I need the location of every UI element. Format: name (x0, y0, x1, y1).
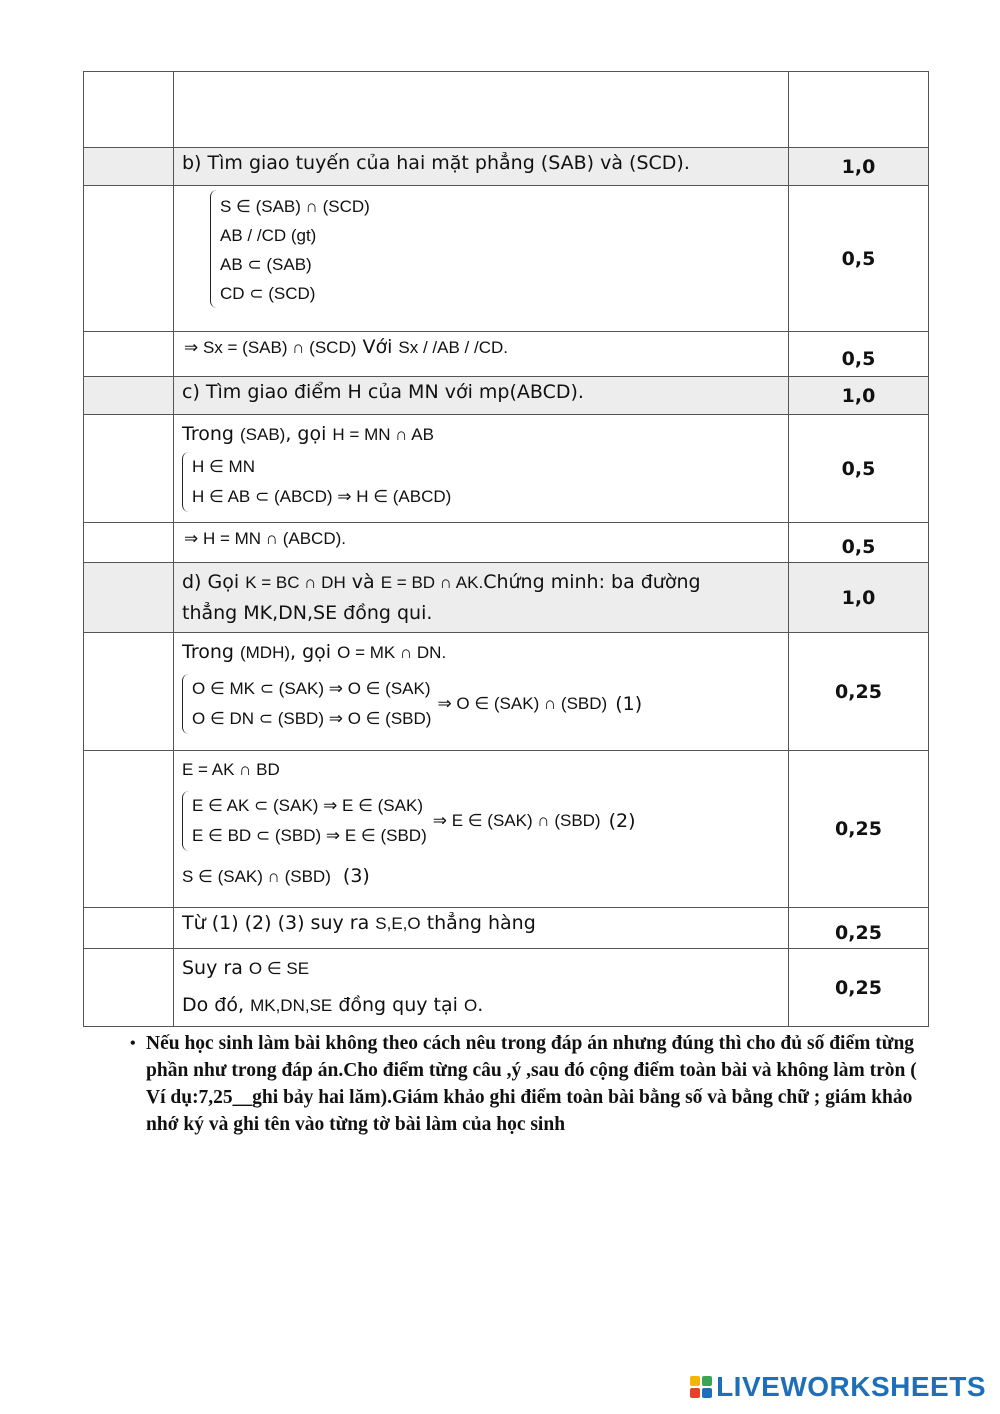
part-c-conclusion-score: 0,5 (789, 523, 929, 563)
part-b-conclusion-row (84, 332, 929, 377)
part-c-system (182, 452, 780, 512)
step4-pre: Suy ra (182, 957, 243, 979)
part-d-score: 1,0 (789, 563, 929, 633)
step1-system (182, 674, 780, 734)
liveworksheets-logo (690, 1371, 986, 1403)
logo-square (690, 1388, 700, 1398)
part-c-heading: c) Tìm giao điểm H của MN với mp(ABCD). (174, 377, 789, 415)
brace-icon (210, 190, 217, 308)
part-c-intro-word: Trong (182, 423, 234, 445)
logo-text: LIVEWORKSHEETS (716, 1371, 986, 1402)
grading-note (130, 1030, 920, 1138)
brace-icon (182, 452, 189, 512)
part-d-heading-and: và (351, 571, 375, 593)
system-line: O ∈ MK ⊂ (SAK) ⇒ O ∈ (SAK) (192, 679, 431, 698)
part-b-conclusion-score: 0,5 (789, 332, 929, 377)
step4-math: O ∈ SE (248, 959, 310, 978)
logo-square (690, 1376, 700, 1386)
bullet-icon: • (130, 1035, 136, 1052)
part-c-conclusion: ⇒ H = MN ∩ (ABCD). (184, 529, 346, 548)
part-b-system-row (84, 186, 929, 332)
part-c-conclusion-row (84, 523, 929, 563)
part-c-intro-plane: (SAB) (239, 425, 286, 444)
part-d-heading-row (84, 563, 929, 633)
part-b-score: 1,0 (789, 148, 929, 186)
step4-line2-o: O (463, 996, 478, 1015)
part-b-conclusion-word: Với (362, 336, 393, 358)
logo-square (702, 1376, 712, 1386)
part-c-score: 1,0 (789, 377, 929, 415)
step2-s: S ∈ (SAK) ∩ (SBD) (182, 867, 331, 886)
table-row (84, 72, 929, 148)
step4-line2-mid: đồng quy tại (338, 994, 458, 1016)
answer-table (83, 71, 929, 1027)
step4-score: 0,25 (789, 949, 929, 1027)
grading-note-text: Nếu học sinh làm bài không theo cách nêu trong đáp án nhưng đúng thì cho đủ số điểm từng phần như trong đáp án.Cho điểm từng câu ,ý ,sau đó cộng điểm toàn bài và không làm tròn ( Ví dụ:7,25__ghi bảy hai lăm).Giám khảo ghi điểm toàn bài bằng số và bằng chữ ; giám khảo nhớ ký và ghi tên vào từng tờ bài làm của học sinh (146, 1033, 917, 1135)
step3-score: 0,25 (789, 908, 929, 949)
system-line: S ∈ (SAB) ∩ (SCD) (220, 197, 370, 216)
part-c-intro-math: H = MN ∩ AB (332, 425, 434, 444)
part-b-heading-row (84, 148, 929, 186)
system-line: AB / /CD (gt) (220, 226, 317, 245)
system-line: H ∈ AB ⊂ (ABCD) ⇒ H ∈ (ABCD) (192, 487, 452, 506)
step1-plane: (MDH) (239, 643, 291, 662)
logo-icon (690, 1376, 712, 1398)
part-d-step1-row (84, 633, 929, 751)
part-b-system (210, 190, 780, 308)
logo-square (702, 1388, 712, 1398)
part-d-step4-row (84, 949, 929, 1027)
step4-line2-math: MK,DN,SE (250, 996, 333, 1015)
part-b-conclusion-tail: Sx / /AB / /CD. (398, 338, 508, 357)
system-line: AB ⊂ (SAB) (220, 255, 312, 274)
step3-pre: Từ (1) (2) (3) suy ra (182, 912, 370, 934)
part-d-heading-line2: thẳng MK,DN,SE đồng qui. (182, 602, 433, 624)
step3-post: thẳng hàng (426, 912, 536, 934)
step1-math: O = MK ∩ DN. (337, 643, 447, 662)
part-c-system-row (84, 415, 929, 523)
step2-tag: (2) (608, 810, 636, 832)
system-line: H ∈ MN (192, 457, 255, 476)
step2-result: ⇒ E ∈ (SAK) ∩ (SBD) (432, 811, 601, 830)
part-d-heading-e: E = BD ∩ AK. (380, 573, 484, 592)
brace-icon (182, 791, 189, 851)
part-d-heading-rest: Chứng minh: ba đường (483, 571, 701, 593)
system-line: E ∈ AK ⊂ (SAK) ⇒ E ∈ (SAK) (192, 796, 423, 815)
part-d-step3-row (84, 908, 929, 949)
step1-word: Trong (182, 641, 234, 663)
step2-s-tag: (3) (342, 865, 370, 887)
part-d-heading-k: K = BC ∩ DH (245, 573, 346, 592)
step2-score: 0,25 (789, 751, 929, 908)
part-c-heading-row (84, 377, 929, 415)
step1-score: 0,25 (789, 633, 929, 751)
step2-def: E = AK ∩ BD (182, 760, 280, 779)
part-d-step2-row (84, 751, 929, 908)
part-b-heading: b) Tìm giao tuyến của hai mặt phẳng (SAB) và (SCD). (174, 148, 789, 186)
step1-result: ⇒ O ∈ (SAK) ∩ (SBD) (437, 694, 608, 713)
part-c-intro-mid: , gọi (285, 423, 327, 445)
part-d-heading-pre: d) Gọi (182, 571, 240, 593)
step2-system (182, 791, 780, 851)
part-c-system-score: 0,5 (789, 415, 929, 523)
step1-tag: (1) (615, 693, 643, 715)
part-b-system-score: 0,5 (789, 186, 929, 332)
step4-line2-pre: Do đó, (182, 994, 245, 1016)
step1-mid: , gọi (290, 641, 332, 663)
system-line: E ∈ BD ⊂ (SBD) ⇒ E ∈ (SBD) (192, 826, 427, 845)
system-line: CD ⊂ (SCD) (220, 284, 316, 303)
part-b-conclusion-math: ⇒ Sx = (SAB) ∩ (SCD) (184, 338, 357, 357)
brace-icon (182, 674, 189, 734)
step4-line2-end: . (477, 994, 484, 1016)
system-line: O ∈ DN ⊂ (SBD) ⇒ O ∈ (SBD) (192, 709, 432, 728)
step3-math: S,E,O (375, 914, 421, 933)
